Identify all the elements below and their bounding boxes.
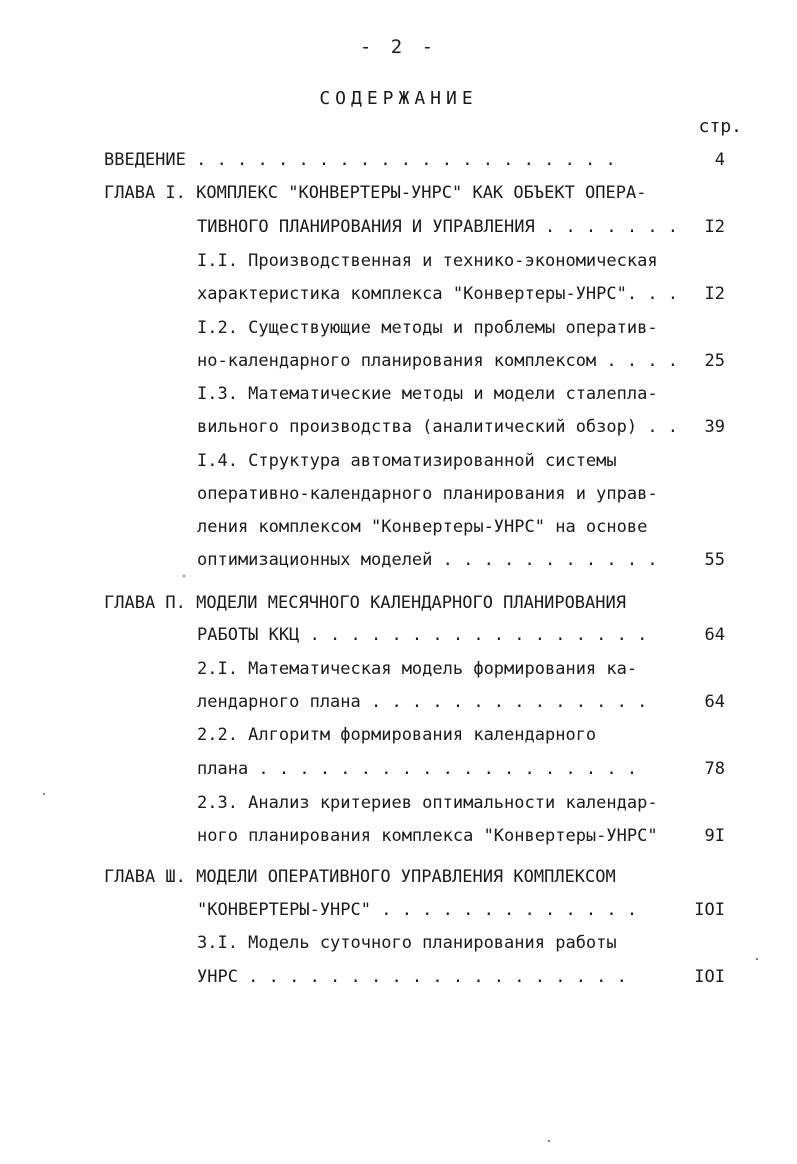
toc-ch1-page: I2 xyxy=(704,217,725,237)
toc-ch2-s1-page: 64 xyxy=(704,692,725,712)
toc-ch1-s4-cont3: оптимизационных моделей . . . . . . . . . . . xyxy=(197,550,658,570)
page-column-label: стр. xyxy=(698,116,742,137)
scan-speck xyxy=(43,793,45,795)
toc-ch1-s3-page: 39 xyxy=(704,417,725,437)
toc-ch1-s2: I.2. Существующие методы и проблемы оператив- xyxy=(197,318,658,338)
toc-ch1-s1-page: I2 xyxy=(704,284,725,304)
scan-speck xyxy=(756,958,758,960)
toc-ch2-s3-page: 9I xyxy=(704,826,725,846)
toc-ch2-s2-cont: плана . . . . . . . . . . . . . . . . . . . xyxy=(197,759,638,779)
toc-ch3-s1-page: IOI xyxy=(694,967,725,987)
toc-ch3-title-cont: "КОНВЕРТЕРЫ-УНРС" . . . . . . . . . . . . . xyxy=(197,900,638,920)
toc-ch1-title-cont: ТИВНОГО ПЛАНИРОВАНИЯ И УПРАВЛЕНИЯ . . . . . . . xyxy=(197,217,679,237)
toc-ch2-title: ГЛАВА П. МОДЕЛИ МЕСЯЧНОГО КАЛЕНДАРНОГО ПЛАНИРОВАНИЯ xyxy=(104,593,626,613)
toc-ch1-s1-cont: характеристика комплекса "Конвертеры-УНРС". . . xyxy=(197,284,679,304)
toc-ch2-s1-cont: лендарного плана . . . . . . . . . . . . . . xyxy=(197,692,648,712)
toc-ch3-title: ГЛАВА Ш. МОДЕЛИ ОПЕРАТИВНОГО УПРАВЛЕНИЯ КОМПЛЕКСОМ xyxy=(104,867,616,887)
scan-speck xyxy=(183,575,185,577)
toc-ch1-title: ГЛАВА I. КОМПЛЕКС "КОНВЕРТЕРЫ-УНРС" КАК ОБЪЕКТ ОПЕРА- xyxy=(104,183,647,203)
toc-ch1-s2-page: 25 xyxy=(704,351,725,371)
toc-ch2-s1: 2.I. Математическая модель формирования ка- xyxy=(197,659,638,679)
scan-speck xyxy=(548,1140,550,1142)
toc-intro-text: ВВЕДЕНИЕ . . . . . . . . . . . . . . . . . . . . . xyxy=(104,150,616,170)
toc-ch1-s3-cont: вильного производства (аналитический обзор) . . xyxy=(197,417,679,437)
page-number: - 2 - xyxy=(359,36,438,58)
toc-ch3-s1: 3.I. Модель суточного планирования работы xyxy=(197,933,617,953)
toc-ch3-s1-cont: УНРС . . . . . . . . . . . . . . . . . . . xyxy=(197,967,627,987)
toc-ch2-s2: 2.2. Алгоритм формирования календарного xyxy=(197,725,597,745)
toc-ch2-title-cont: РАБОТЫ ККЦ . . . . . . . . . . . . . . . . . xyxy=(197,625,648,645)
toc-ch1-s4: I.4. Структура автоматизированной системы xyxy=(197,451,617,471)
toc-ch2-s3: 2.3. Анализ критериев оптимальности календар- xyxy=(197,793,658,813)
document-title: СОДЕРЖАНИЕ xyxy=(319,88,478,109)
toc-ch1-s4-page: 55 xyxy=(704,550,725,570)
toc-ch2-s3-cont: ного планирования комплекса "Конвертеры-УНРС" xyxy=(197,826,658,846)
toc-ch3-page: IOI xyxy=(694,900,725,920)
toc-ch1-s4-cont1: оперативно-календарного планирования и управ- xyxy=(197,484,658,504)
toc-ch1-s4-cont2: ления комплексом "Конвертеры-УНРС" на основе xyxy=(197,517,648,537)
toc-intro-page: 4 xyxy=(714,150,725,170)
toc-ch2-s2-page: 78 xyxy=(704,759,725,779)
toc-ch1-s3: I.3. Математические методы и модели сталепла- xyxy=(197,384,658,404)
toc-ch1-s1: I.I. Производственная и технико-экономическая xyxy=(197,251,658,271)
toc-ch2-page: 64 xyxy=(704,625,725,645)
toc-ch1-s2-cont: но-календарного планирования комплексом . . . . xyxy=(197,351,679,371)
